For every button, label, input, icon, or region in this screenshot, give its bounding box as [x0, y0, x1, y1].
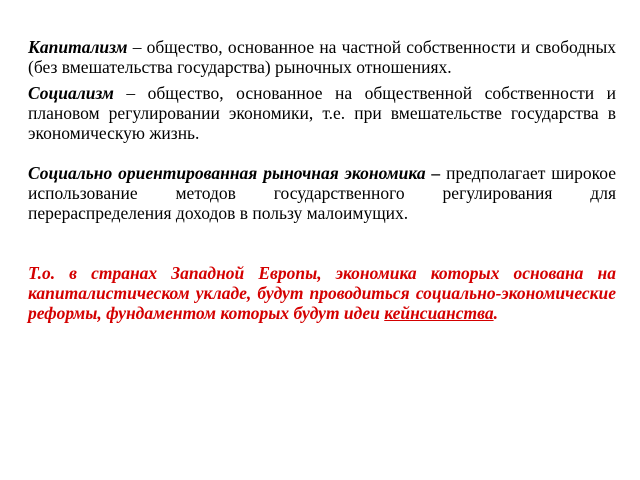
capitalism-definition: – общество, основанное на частной собственности и свободных (без вмешательства государства) рыночных отношениях.	[28, 37, 616, 77]
capitalism-term: Капитализм	[28, 37, 128, 57]
capitalism-paragraph	[28, 37, 616, 77]
socialism-term: Социализм	[28, 83, 114, 103]
conclusion-paragraph	[28, 263, 616, 323]
conclusion-text: Т.о. в странах Западной Европы, экономика которых основана на капиталистическом укладе, будут проводиться социально-экономические реформы, фундаментом которых будут идеи	[28, 263, 616, 323]
conclusion-end: .	[493, 303, 498, 323]
social-market-term: Социально ориентированная рыночная экономика –	[28, 163, 441, 183]
socialism-definition: – общество, основанное на общественной собственности и плановом регулировании экономики, т.е. при вмешательстве государства в экономическую жизнь.	[28, 83, 616, 143]
social-market-paragraph	[28, 163, 616, 223]
social-market-definition: предполагает широкое использование методов государственного регулирования для перераспределения доходов в пользу малоимущих.	[28, 163, 616, 223]
keynesianism-link[interactable]: кейнсианства	[384, 303, 494, 323]
socialism-paragraph	[28, 83, 616, 143]
